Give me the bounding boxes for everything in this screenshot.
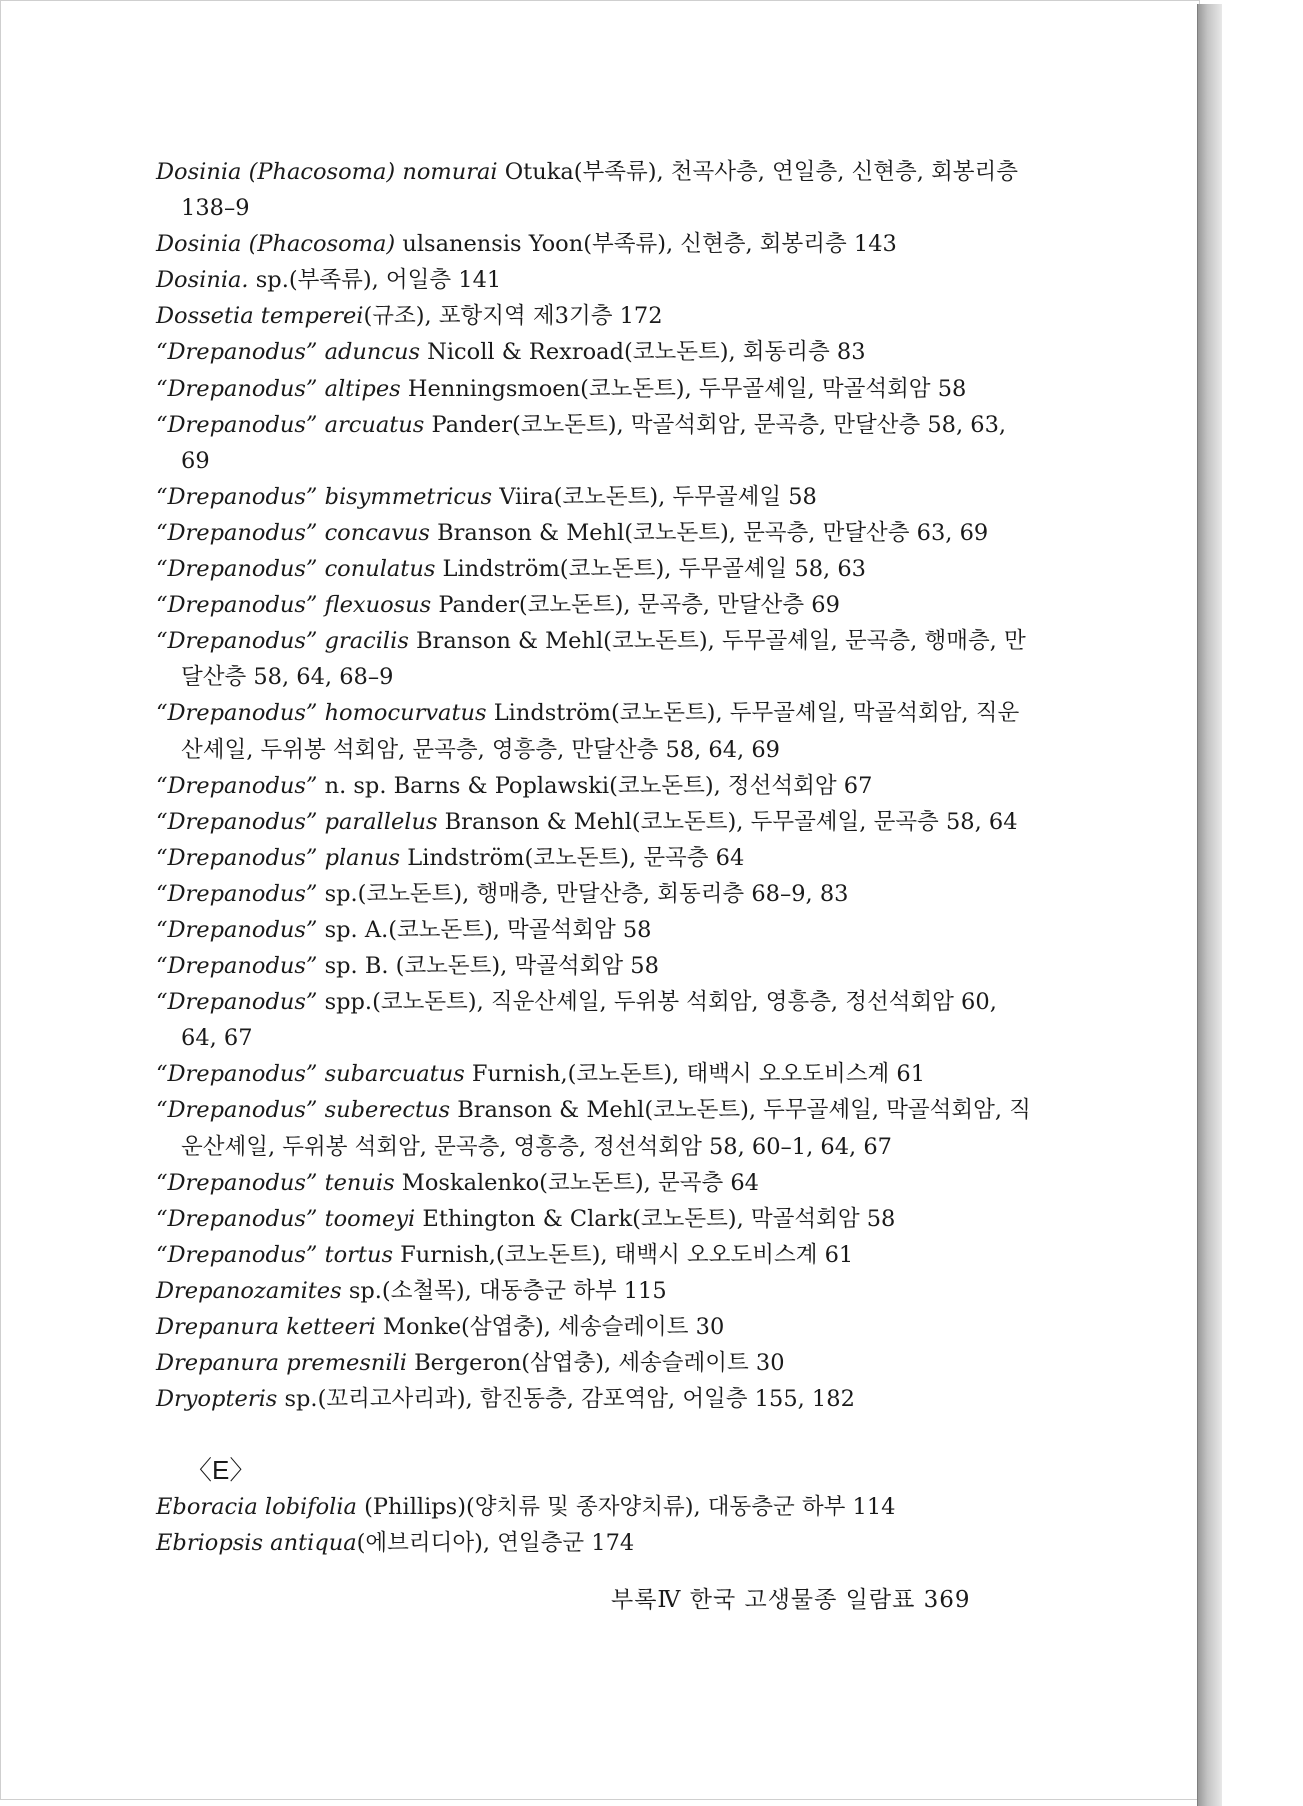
species-name: Drepanozamites <box>156 1277 342 1304</box>
species-name: “Drepanodus” homocurvatus <box>156 700 487 727</box>
page-footer: 부록Ⅳ 한국 고생물종 일람표 369 <box>611 1587 971 1613</box>
index-entry <box>156 912 1036 948</box>
entry-details: Henningsmoen(코노돈트), 두무골셰일, 막골석회암 58 <box>400 375 967 402</box>
entry-details: Branson & Mehl(코노돈트), 두무골셰일, 문곡층, 행매층, 만달산층 58, 64, 68–9 <box>181 628 1026 691</box>
species-name: “Drepanodus” tenuis <box>156 1169 395 1196</box>
species-name: “Drepanodus” planus <box>156 844 401 871</box>
species-name: “Drepanodus” <box>156 880 318 907</box>
entry-details: Lindström(코노돈트), 두무골셰일, 막골석회암, 직운산셰일, 두위봉 석회암, 문곡층, 영흥층, 만달산층 58, 64, 69 <box>181 700 1020 763</box>
entry-details: spp.(코노돈트), 직운산셰일, 두위봉 석회암, 영흥층, 정선석회암 60, 64, 67 <box>181 989 997 1052</box>
entry-details: Furnish,(코노돈트), 태백시 오오도비스계 61 <box>393 1241 854 1268</box>
species-name: “Drepanodus” flexuosus <box>156 592 432 619</box>
index-entry <box>156 407 1036 479</box>
entries-list-e <box>156 1489 1036 1561</box>
entry-details: (규조), 포항지역 제3기층 172 <box>363 303 663 330</box>
section-heading-e: 〈E〉 <box>186 1455 256 1486</box>
index-entry <box>156 587 1036 623</box>
species-name: Dosinia (Phacosoma) <box>156 231 396 258</box>
species-name: “Drepanodus” bisymmetricus <box>156 483 493 510</box>
index-entry <box>156 1165 1036 1201</box>
index-entry <box>156 1381 1036 1417</box>
index-entry <box>156 1201 1036 1237</box>
entries-list-d <box>156 154 1036 1417</box>
index-entry <box>156 298 1036 334</box>
species-name: Dosinia. <box>156 267 249 294</box>
index-entry <box>156 551 1036 587</box>
species-name: Drepanura premesnili <box>156 1350 407 1377</box>
index-entry <box>156 948 1036 984</box>
entry-details: Branson & Mehl(코노돈트), 두무골셰일, 문곡층 58, 64 <box>437 808 1018 835</box>
index-entry <box>156 840 1036 876</box>
index-entry <box>156 1056 1036 1092</box>
index-entry <box>156 1525 1036 1561</box>
index-entry <box>156 154 1036 226</box>
index-entry <box>156 695 1036 767</box>
index-entry <box>156 623 1036 695</box>
entry-details: Branson & Mehl(코노돈트), 두무골셰일, 막골석회암, 직운산셰일, 두위봉 석회암, 문곡층, 영흥층, 정선석회암 58, 60–1, 64, 67 <box>181 1097 1031 1160</box>
species-name: “Drepanodus” <box>156 989 318 1016</box>
entry-details: Monke(삼엽충), 세송슬레이트 30 <box>375 1314 725 1340</box>
entry-details: Moskalenko(코노돈트), 문곡층 64 <box>394 1169 759 1196</box>
entry-details: Lindström(코노돈트), 두무골셰일 58, 63 <box>435 556 866 583</box>
entry-details: sp. B. (코노돈트), 막골석회암 58 <box>317 953 659 980</box>
species-name: Dossetia temperei <box>156 303 364 330</box>
entry-details: sp.(코노돈트), 행매층, 만달산층, 회동리층 68–9, 83 <box>317 880 849 907</box>
species-name: Dosinia (Phacosoma) nomurai <box>156 159 498 185</box>
page-edge-shadow <box>1197 4 1222 1806</box>
index-entry <box>156 1489 1036 1525</box>
entry-details: Otuka(부족류), 천곡사층, 연일층, 신현층, 회봉리층 138–9 <box>181 159 1019 222</box>
entry-details: sp.(꼬리고사리과), 함진동층, 감포역암, 어일층 155, 182 <box>277 1386 855 1413</box>
entry-details: n. sp. Barns & Poplawski(코노돈트), 정선석회암 67 <box>317 772 873 799</box>
index-entry <box>156 334 1036 370</box>
entry-details: Furnish,(코노돈트), 태백시 오오도비스계 61 <box>464 1061 926 1088</box>
index-entry <box>156 804 1036 840</box>
species-name: “Drepanodus” gracilis <box>156 628 409 655</box>
entry-details: Viira(코노돈트), 두무골셰일 58 <box>492 483 817 510</box>
entry-details: Bergeron(삼엽충), 세송슬레이트 30 <box>406 1350 785 1377</box>
entry-details: (에브리디아), 연일층군 174 <box>356 1530 635 1557</box>
species-name: “Drepanodus” concavus <box>156 519 430 546</box>
entry-details: Nicoll & Rexroad(코노돈트), 회동리층 83 <box>420 339 866 366</box>
species-name: Dryopteris <box>156 1386 278 1413</box>
index-entry <box>156 262 1036 298</box>
species-name: Eboracia lobifolia <box>156 1494 357 1521</box>
species-name: Drepanura ketteeri <box>156 1314 376 1340</box>
species-name: “Drepanodus” conulatus <box>156 556 436 583</box>
entry-details: Lindström(코노돈트), 문곡층 64 <box>400 844 745 871</box>
species-name: “Drepanodus” parallelus <box>156 808 438 835</box>
species-name: “Drepanodus” suberectus <box>156 1097 451 1124</box>
species-name: “Drepanodus” toomeyi <box>156 1205 416 1232</box>
index-entry <box>156 768 1036 804</box>
index-entry <box>156 1092 1036 1164</box>
index-entry <box>156 1237 1036 1273</box>
index-entry <box>156 1273 1036 1309</box>
index-entry <box>156 371 1036 407</box>
species-name: “Drepanodus” <box>156 772 318 799</box>
entry-details: Ethington & Clark(코노돈트), 막골석회암 58 <box>415 1205 896 1232</box>
index-entry <box>156 984 1036 1056</box>
index-entry <box>156 1345 1036 1381</box>
entry-details: Branson & Mehl(코노돈트), 문곡층, 만달산층 63, 69 <box>429 519 989 546</box>
entry-details: sp.(부족류), 어일층 141 <box>248 267 502 294</box>
species-name: “Drepanodus” tortus <box>156 1241 393 1268</box>
species-name: “Drepanodus” <box>156 916 318 943</box>
species-name: “Drepanodus” aduncus <box>156 339 421 366</box>
entry-details: ulsanensis Yoon(부족류), 신현층, 회봉리층 143 <box>395 231 897 258</box>
entry-details: (Phillips)(양치류 및 종자양치류), 대동층군 하부 114 <box>356 1494 896 1521</box>
species-name: “Drepanodus” arcuatus <box>156 411 425 438</box>
entry-details: Pander(코노돈트), 막골석회암, 문곡층, 만달산층 58, 63, 69 <box>181 411 1007 474</box>
index-content <box>156 154 1036 1561</box>
index-entry <box>156 226 1036 262</box>
index-entry <box>156 479 1036 515</box>
entry-details: sp.(소철목), 대동층군 하부 115 <box>341 1277 667 1304</box>
entry-details: Pander(코노돈트), 문곡층, 만달산층 69 <box>431 592 840 619</box>
species-name: Ebriopsis antiqua <box>156 1530 357 1557</box>
species-name: “Drepanodus” subarcuatus <box>156 1061 465 1088</box>
index-entry <box>156 1309 1036 1345</box>
species-name: “Drepanodus” altipes <box>156 375 401 402</box>
index-entry <box>156 515 1036 551</box>
species-name: “Drepanodus” <box>156 953 318 980</box>
index-entry <box>156 876 1036 912</box>
entry-details: sp. A.(코노돈트), 막골석회암 58 <box>317 916 652 943</box>
